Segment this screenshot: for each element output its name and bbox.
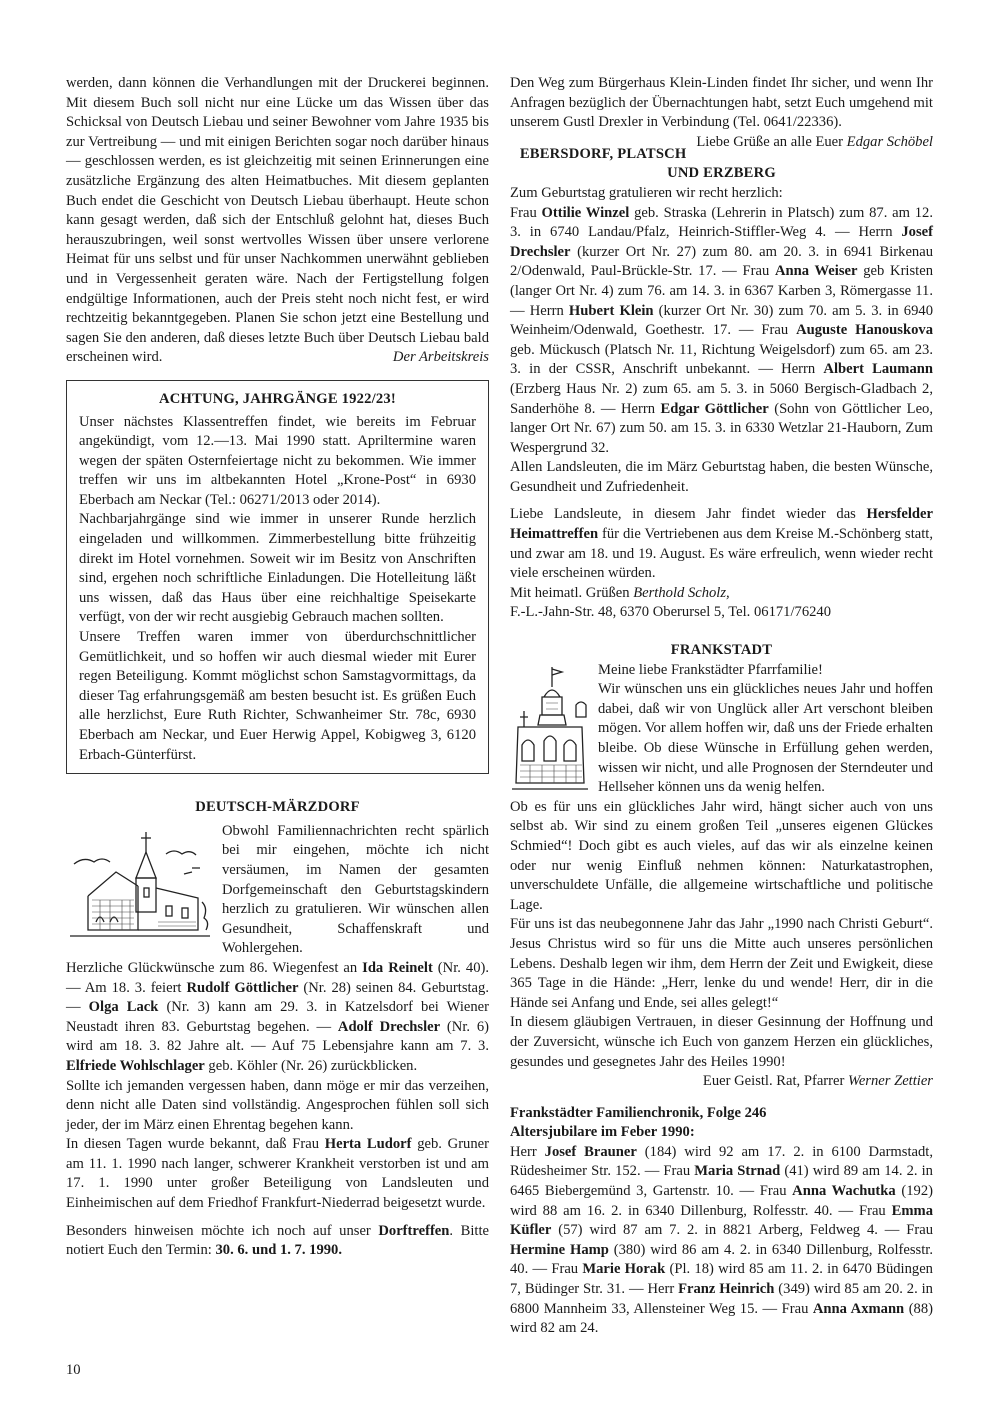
right-column (510, 74, 933, 1339)
ebersdorf-birthdays: Frau Ottilie Winzel geb. Straska (Lehrerin in Platsch) zum 87. am 12. 3. in 6740 Landau/Pfalz, Heinrich-Stiffler-Weg 4. — Herrn Josef Drechsler (kurzer Ort Nr. 27) zum 80. am 20. 3. in 6941 Birkenau 2/Odenwald, Paul-Brückle-Str. 17. — Frau Anna Weiser geb Kristen (langer Ort Nr. 4) zum 76. am 14. 3. in 6367 Karben 3, Römergasse 11. — Herrn Hubert Klein (kurzer Ort Nr. 30) zum 70. am 5. 3. in 6940 Weinheim/Odenwald, Goethestr. 17. — Frau Auguste Hanouskova geb. Mückusch (Platsch Nr. 11, Richtung Weigelsdorf) zum 65. am 23. 3. in der CSSR, Anschrift unbekannt. — Herrn Albert Laumann (Erzberg Haus Nr. 2) zum 65. am 5. 3. in 5060 Bergisch-Gladbach 2, Sanderhöhe 8. — Herrn Edgar Göttlicher (Sohn von Göttlicher Leo, langer Ort Nr. 67) zum 50. am 15. 3. in 6330 Wetzlar 21-Hauborn, Zum Wespergrund 32. (510, 204, 933, 456)
frankstadt-section (510, 661, 933, 1092)
frankstadt-title: FRANKSTADT (670, 642, 773, 659)
frankstadt-paragraph-4: In diesem gläubigen Vertrauen, in dieser Gesinnung der Hoffnung und der Zuversicht, wünsche ich Euch von ganzem Herzen ein glückliches, gesundes und gesegnetes Jahr des Heiles 1990! (510, 1014, 933, 1070)
church-illustration (510, 665, 590, 795)
maerzdorf-forgot: Sollte ich jemanden vergessen haben, dann möge er mir das verzeihen, denn nicht alle Daten sind vollständig. Angesprochen fühlen soll sich jeder, der im März einen Ehrentag begehen kann. (66, 1077, 489, 1133)
box-paragraph-3: Unsere Treffen waren immer von überdurchschnittlicher Gemütlichkeit, und so hoffen wir auch diesmal wieder mit Eurer regen Beteiligung. Kommt möglichst schon Samstagvormittags, da dieser Tag erfahrungsgemäß am besten besucht ist. Es grüßen Euch alle herzlichst, Eure Ruth Richter, Schwanheimer Str. 78c, 6930 Eberbach am Neckar, und Euer Herwig Appel, Kobigweg 3, 6120 Erbach-Günterfürst. (79, 629, 476, 763)
klein-linden-paragraph: Den Weg zum Bürgerhaus Klein-Linden findet Ihr sicher, und wenn Ihr Anfragen bezüglich der Übernachtungen habt, setzt Euch umgehend mit unserem Gustl Drexler in Verbindung (Tel. 0641/22336). Liebe Grüße an alle Euer Edgar Schöbel (510, 75, 933, 150)
chronik-entries: Herr Josef Brauner (184) wird 92 am 17. 2. in 6100 Darmstadt, Rüdesheimer Str. 152. — Frau Maria Strnad (41) wird 89 am 14. 2. in 6465 Biebergemünd 3, Gartenstr. 10. — Frau Anna Wachutka (192) wird 88 am 16. 2. in 6340 Dillenburg, Rolfesstr. 40. — Frau Emma Küfler (57) wird 87 am 7. 2. in 8821 Arberg, Feldweg 4. — Frau Hermine Hamp (380) wird 86 am 4. 2. in 6340 Dillenburg, Rolfesstr. 40. — Frau Marie Horak (Pl. 18) wird 85 am 11. 2. in 6470 Büdingen 7, Büdinger Str. 31. — Herr Franz Heinrich (349) wird 85 am 20. 2. in 6800 Mannheim 33, Allensteiner Weg 15. — Frau Anna Axmann (88) wird 82 am 24. (510, 1143, 934, 1337)
frankstadt-paragraph-3: Für uns ist das neubegonnene Jahr das Jahr „1990 nach Christi Geburt“. Jesus Christus wird so für uns die Mitte auch unseres persönlichen Lebens. Deshalb legen wir ihm, dem Herrn der Zeit und Ewigkeit, diese 365 Tage in die Hände: „Herr, lenke du und wende! Herr, dir in die Hände sei Anfang und Ende, sei alles gelegt!“ (510, 916, 933, 1011)
ebersdorf-lead: Zum Geburtstag gratulieren wir recht herzlich: (510, 184, 783, 201)
schoebel-signature: Edgar Schöbel (846, 133, 933, 150)
maerzdorf-title: DEUTSCH-MÄRZDORF (195, 799, 360, 816)
page-number: 10 (66, 1362, 81, 1378)
left-column (66, 74, 489, 1261)
maerzdorf-section (66, 822, 489, 1261)
frankstadt-paragraph-1: Wir wünschen uns ein glückliches neues Jahr und hoffen dabei, daß wir von Unglück aller Art verschont bleiben mögen. Vor allem hoffen wir, daß uns der Friede erhalten bleibe. Ob diese Wünsche in Erfüllung gehen werden, wissen wir nicht, und alle Prognosen der Sterndeuter und Hellseher können uns da wenig helfen. (598, 681, 933, 796)
box-paragraph-1: Unser nächstes Klassentreffen findet, wie bereits im Februar angekündigt, vom 12.—13. Mai 1990 statt. Apriltermine waren wegen der späten Osternfeiertage nicht zu bekommen. Wie immer treffen wir uns im altbekannten Hotel „Krone-Post“ in 6930 Eberbach am Neckar (Tel.: 06271/2013 oder 2014). (79, 413, 476, 508)
maerzdorf-birthdays: Herzliche Glückwünsche zum 86. Wiegenfest an Ida Reinelt (Nr. 40). — Am 18. 3. feiert Rudolf Göttlicher (Nr. 28) seinen 84. Geburtstag. — Olga Lack (Nr. 3) kann am 29. 3. in Katzelsdorf bei Wiener Neustadt ihren 83. Geburtstag begehen. — Adolf Drechsler (Nr. 6) wird am 18. 3. 82 Jahre alt. — Auf 75 Lebensjahre kann am 7. 3. Elfriede Wohlschlager geb. Köhler (Nr. 26) zurückblicken. (66, 959, 490, 1074)
intro-signature: Der Arbeitskreis (392, 349, 489, 366)
chapel-illustration (66, 826, 214, 942)
ebersdorf-title: EBERSDORF, PLATSCH UND ERZBERG (519, 145, 776, 182)
maerzdorf-dorftreffen: Besonders hinweisen möchte ich noch auf unser Dorftreffen. Bitte notiert Euch den Termin: 30. 6. und 1. 7. 1990. (66, 1222, 489, 1259)
chronik-title: Frankstädter Familienchronik, Folge 246 (510, 1104, 767, 1121)
chronik-subtitle: Altersjubilare im Feber 1990: (510, 1124, 695, 1141)
maerzdorf-obituary: In diesen Tagen wurde bekannt, daß Frau Herta Ludorf geb. Gruner am 11. 1. 1990 nach langer, schwerer Krankheit verstorben ist und am 17. 1. 1990 unter großer Beteiligung von Landsleuten und Einheimischen auf dem Friedhof Frankfurt-Niederrad beigesetzt wurde. (66, 1136, 489, 1212)
jahrgaenge-box (66, 380, 489, 774)
intro-paragraph: werden, dann können die Verhandlungen mit der Druckerei beginnen. Mit diesem Buch soll nicht nur eine Lücke um das Wissen über das Schicksal von Deutsch Liebau und seiner Bewohner vom Jahre 1935 bis zur Vertreibung — und mit einigen Berichten sogar noch darüber hinaus — geschlossen werden, es ist gleichzeitig mit seinen Erinnerungen eine zusätzliche Ergänzung des alten Heimatbuches. Mit diesem geplanten Buch endet die Geschicht von Deutsch Liebau überhaupt. Heute schon kann gesagt werden, daß sich der Entschluß gelohnt hat, dieses Buch herauszubringen, weil sonst wertvolles Wissen über unsere verlorene Heimat für uns selbst und für unser Nachkommen unerwähnt geblieben und in Vergessenheit geraten wäre. Nach der Fertigstellung folgen endgültige Informationen, auch der Preis steht noch nicht fest, er wird rechtzeitig bekanntgegeben. Planen Sie schon jetzt eine Bestellung und sagen Sie den anderen, daß dieses letzte Buch über Deutsch Liebau bald erscheinen wird. Der Arbeitskreis (66, 75, 489, 366)
frankstadt-paragraph-2: Ob es für uns ein glückliches Jahr wird, hängt sicher auch von uns selbst ab. Wir sind zu einem großen Teil „unseres eigenen Glückes Schmied“! Doch gibt es auch vieles, auf das wir als einzelne keinen oder nur wenig Einfluß nehmen können: Naturkatastrophen, unverschuldete Unfälle, die allgemeine wirtschaftliche und politische Lage. (510, 798, 933, 913)
frankstadt-signature: Euer Geistl. Rat, Pfarrer Werner Zettier (702, 1073, 933, 1090)
box-title: ACHTUNG, JAHRGÄNGE 1922/23! (159, 390, 396, 407)
hersfelder-paragraph: Liebe Landsleute, in diesem Jahr findet wieder das Hersfelder Heimattreffen für die Vertriebenen aus dem Kreise M.-Schönberg statt, und zwar am 18. und 19. August. Es wäre erfreulich, wenn wieder recht viele erscheinen würden. Mit heimatl. Grüßen Berthold Scholz, F.-L.-Jahn-Str. 48, 6370 Oberursel 5, Tel. 06171/76240 (510, 506, 933, 621)
frankstadt-salutation: Meine liebe Frankstädter Pfarrfamilie! (598, 661, 823, 678)
maerzdorf-intro: Obwohl Familiennachrichten recht spärlich bei mir eingehen, möchte ich nicht versäumen, im Namen der gesamten Dorfgemeinschaft den Geburtstagskindern herzlich zu gratulieren. Wir wünschen allen Gesundheit, Schaffenskraft und Wohlergehen. (222, 822, 489, 957)
box-paragraph-2: Nachbarjahrgänge sind wie immer in unserer Runde herzlich eingeladen und willkommen. Zimmerbestellung bitte frühzeitig direkt im Hotel vornehmen. Soweit wir im Besitz von Anschriften sind, ergehen noch schriftliche Einladungen. Die Hotelleitung läßt uns wissen, daß das Haus über eine reichhaltige Speisekarte verfügt, von der wir recht ausgiebig Gebrauch machen sollten. (79, 511, 476, 626)
ebersdorf-wishes: Allen Landsleuten, die im März Geburtstag haben, die besten Wünsche, Gesundheit und Zufriedenheit. (510, 459, 933, 495)
